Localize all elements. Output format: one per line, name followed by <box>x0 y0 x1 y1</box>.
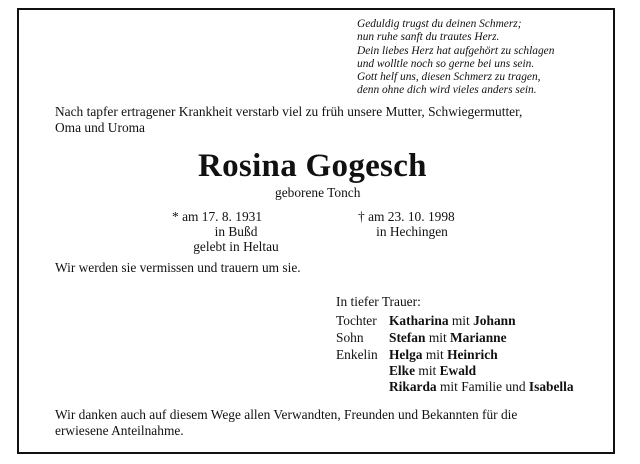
birth-place: in Bußd <box>214 224 258 239</box>
mourner-name: Katharina <box>389 313 449 328</box>
deceased-name: Rosina Gogesch <box>198 148 427 184</box>
thanks-line-2: erwiesene Anteilnahme. <box>55 423 184 438</box>
mourner-joiner: mit <box>425 347 444 362</box>
mourner-partner: Heinrich <box>447 347 498 362</box>
death-date-text: am 23. 10. 1998 <box>368 209 455 224</box>
mourner-joiner: mit <box>428 330 447 345</box>
mourner-joiner: mit Familie und <box>439 379 526 394</box>
mourner-partner: Ewald <box>439 363 477 378</box>
poem-line: Gott helf uns, diesen Schmerz zu tragen, <box>357 71 541 84</box>
mourner-name: Elke <box>389 363 416 378</box>
birth-date-text: am 17. 8. 1931 <box>182 209 263 224</box>
mourner-partner: Johann <box>473 313 516 328</box>
mourner-row <box>389 313 516 329</box>
mourner-joiner: mit <box>418 363 437 378</box>
mourner-row <box>389 379 574 395</box>
death-place: in Hechingen <box>376 224 448 239</box>
intro-line-1: Nach tapfer ertragener Krankheit verstarb viel zu früh unsere Mutter, Schwiegermutter, <box>55 104 523 119</box>
poem-line: Geduldig trugst du deinen Schmerz; <box>357 18 522 30</box>
birth-star-icon: * <box>172 209 179 224</box>
remembrance: Wir werden sie vermissen und trauern um sie. <box>55 260 301 275</box>
mourner-partner: Marianne <box>450 330 507 345</box>
intro-line-2: Oma und Uroma <box>55 120 145 135</box>
mourner-row <box>389 347 498 363</box>
mourner-joiner: mit <box>451 313 470 328</box>
maiden-name: geborene Tonch <box>275 185 361 200</box>
poem-line: und wolltle noch so gerne bei uns sein. <box>357 57 535 70</box>
poem-line: denn ohne dich wird vieles anders sein. <box>357 84 537 97</box>
birth-date <box>172 209 262 225</box>
mourner-relation: Tochter <box>336 313 377 328</box>
mourner-name: Stefan <box>389 330 426 345</box>
mourner-relation: Enkelin <box>336 347 378 362</box>
mourner-name: Helga <box>389 347 423 362</box>
mourner-name: Rikarda <box>389 379 437 394</box>
lived-in: gelebt in Heltau <box>193 239 279 254</box>
thanks-line-1: Wir danken auch auf diesem Wege allen Verwandten, Freunden und Bekannten für die <box>55 407 518 422</box>
mourner-partner: Isabella <box>528 379 574 394</box>
mourner-relation: Sohn <box>336 330 364 345</box>
mourners-heading: In tiefer Trauer: <box>336 294 421 309</box>
mourner-row <box>389 330 507 346</box>
cross-icon: † <box>358 209 365 224</box>
mourner-row <box>389 363 476 379</box>
poem-line: Dein liebes Herz hat aufgehört zu schlagen <box>357 44 555 57</box>
death-date <box>358 209 455 225</box>
poem <box>357 18 554 98</box>
poem-line: nun ruhe sanft du trautes Herz. <box>357 31 500 44</box>
